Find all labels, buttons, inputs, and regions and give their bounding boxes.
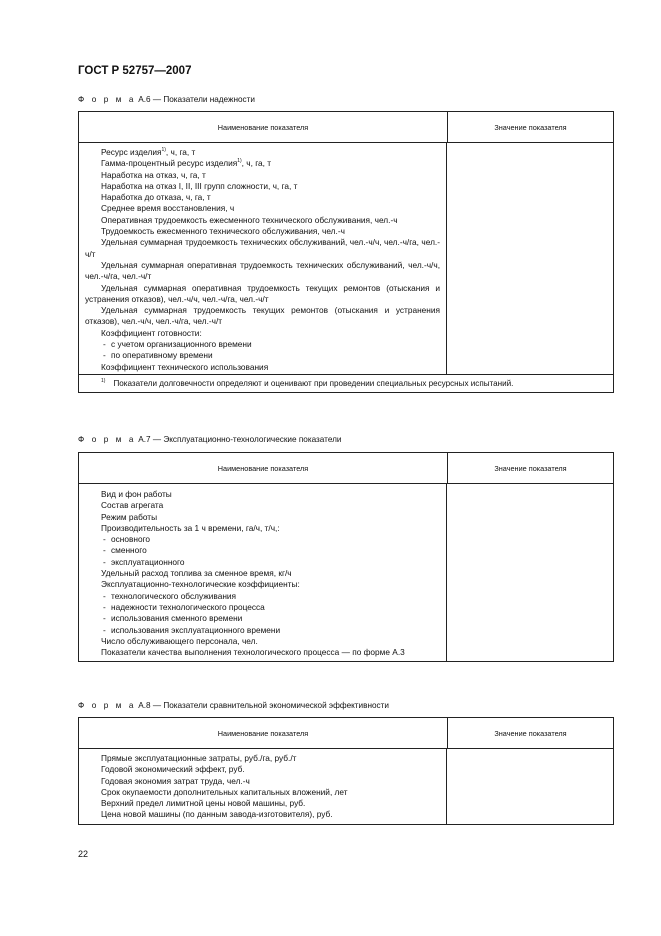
table-row: Коэффициент технического использования	[101, 361, 269, 372]
document-header: ГОСТ Р 52757—2007	[78, 65, 192, 77]
table-row: - основного	[103, 534, 151, 545]
form-caption: — Показатели сравнительной экономической эффективности	[152, 701, 389, 710]
table-row: Удельная суммарная трудоемкость технических обслуживаний, чел.-ч/ч, чел.-ч/га, чел.-ч/т	[85, 237, 440, 259]
indicator-names	[79, 749, 447, 824]
table-row: Показатели качества выполнения технологического процесса — по форме А.3	[101, 647, 405, 658]
column-header-value: Значение показателя	[494, 463, 567, 473]
table-row: Число обслуживающего персонала, чел.	[101, 635, 258, 646]
indicator-names	[79, 143, 447, 374]
table-form-a8	[78, 717, 614, 825]
table-row: Годовой экономический эффект, руб.	[101, 764, 245, 775]
column-header-value: Значение показателя	[494, 122, 567, 132]
table-row: Прямые эксплуатационные затраты, руб./га, руб./т	[101, 753, 297, 763]
table-row: - эксплуатационного	[103, 556, 185, 567]
table-row: - технологического обслуживания	[103, 590, 237, 601]
indicator-names	[79, 484, 447, 661]
table-row: Вид и фон работы	[101, 489, 172, 499]
table-header	[79, 112, 613, 143]
form-number: А.8	[138, 701, 151, 710]
table-row: Наработка до отказа, ч, га, т	[101, 192, 211, 203]
table-form-a6	[78, 111, 614, 393]
table-row: - с учетом организационного времени	[103, 339, 252, 350]
indicator-values	[447, 484, 613, 661]
table-row: Верхний предел лимитной цены новой машины, руб.	[101, 798, 306, 809]
table-row: Удельная суммарная оперативная трудоемкость текущих ремонтов (отыскания и устранения отказов), чел.-ч/ч, чел.-ч/га, чел.-ч/т	[85, 282, 440, 304]
form-a8-title	[78, 701, 389, 710]
table-row: Годовая экономия затрат труда, чел.-ч	[101, 775, 250, 786]
table-row: Удельная суммарная трудоемкость текущих ремонтов (отыскания и устранения отказов), чел.-ч/ч, чел.-ч/га, чел.-ч/т	[85, 305, 440, 327]
table-row: Цена новой машины (по данным завода-изготовителя), руб.	[101, 809, 333, 820]
table-row: Эксплуатационно-технологические коэффициенты:	[101, 579, 300, 590]
table-form-a7	[78, 452, 614, 662]
table-body	[79, 143, 613, 374]
table-row: - использования сменного времени	[103, 613, 243, 624]
table-body	[79, 484, 613, 661]
table-row: - сменного	[103, 545, 147, 556]
table-row: Состав агрегата	[101, 500, 164, 511]
table-row: - надежности технологического процесса	[103, 601, 265, 612]
column-header-name: Наименование показателя	[79, 718, 448, 748]
indicator-values	[447, 143, 613, 374]
table-row: Коэффициент готовности:	[101, 327, 202, 338]
form-word: Ф о р м а	[78, 435, 137, 444]
form-number: А.7	[138, 435, 151, 444]
form-a6-title	[78, 95, 255, 104]
table-row: Среднее время восстановления, ч	[101, 203, 235, 214]
form-a7-title	[78, 435, 341, 444]
table-row: Наработка на отказ, ч, га, т	[101, 169, 206, 180]
table-body	[79, 749, 613, 824]
form-number: А.6	[138, 95, 151, 104]
table-header	[79, 718, 613, 749]
column-header-value: Значение показателя	[494, 728, 567, 738]
table-row: Ресурс изделия$^{1)}$, ч, га, т	[101, 147, 196, 157]
indicator-values	[447, 749, 613, 824]
table-row: Удельный расход топлива за сменное время, кг/ч	[101, 568, 292, 579]
table-row: Гамма-процентный ресурс изделия$^{1)}$, ч, га, т	[101, 158, 272, 169]
table-header	[79, 453, 613, 484]
table-row: Удельная суммарная оперативная трудоемкость технических обслуживаний, чел.-ч/ч, чел.-ч/га, чел.-ч/т	[85, 259, 440, 282]
table-row: Производительность за 1 ч времени, га/ч, т/ч,:	[101, 522, 280, 533]
page-number: 22	[78, 849, 89, 859]
table-row: Оперативная трудоемкость ежесменного технического обслуживания, чел.-ч	[101, 214, 398, 225]
table-row: Срок окупаемости дополнительных капитальных вложений, лет	[101, 786, 348, 797]
column-header-name: Наименование показателя	[79, 453, 448, 483]
table-row: Наработка на отказ I, II, III групп сложности, ч, га, т	[101, 180, 298, 191]
table-row: - по оперативному времени	[103, 350, 213, 361]
table-footnote: $^{1)}$ Показатели долговечности определяют и оценивают при проведении специальных ресурсных испытаний.	[79, 374, 613, 392]
table-row: - использования эксплуатационного времени	[103, 624, 281, 635]
column-header-name: Наименование показателя	[79, 112, 448, 142]
table-row: Трудоемкость ежесменного технического обслуживания, чел.-ч	[101, 226, 345, 237]
table-row: Режим работы	[101, 511, 158, 522]
form-caption: — Эксплуатационно-технологические показатели	[152, 435, 342, 444]
form-word: Ф о р м а	[78, 701, 137, 710]
form-caption: — Показатели надежности	[152, 95, 255, 104]
form-word: Ф о р м а	[78, 95, 137, 104]
